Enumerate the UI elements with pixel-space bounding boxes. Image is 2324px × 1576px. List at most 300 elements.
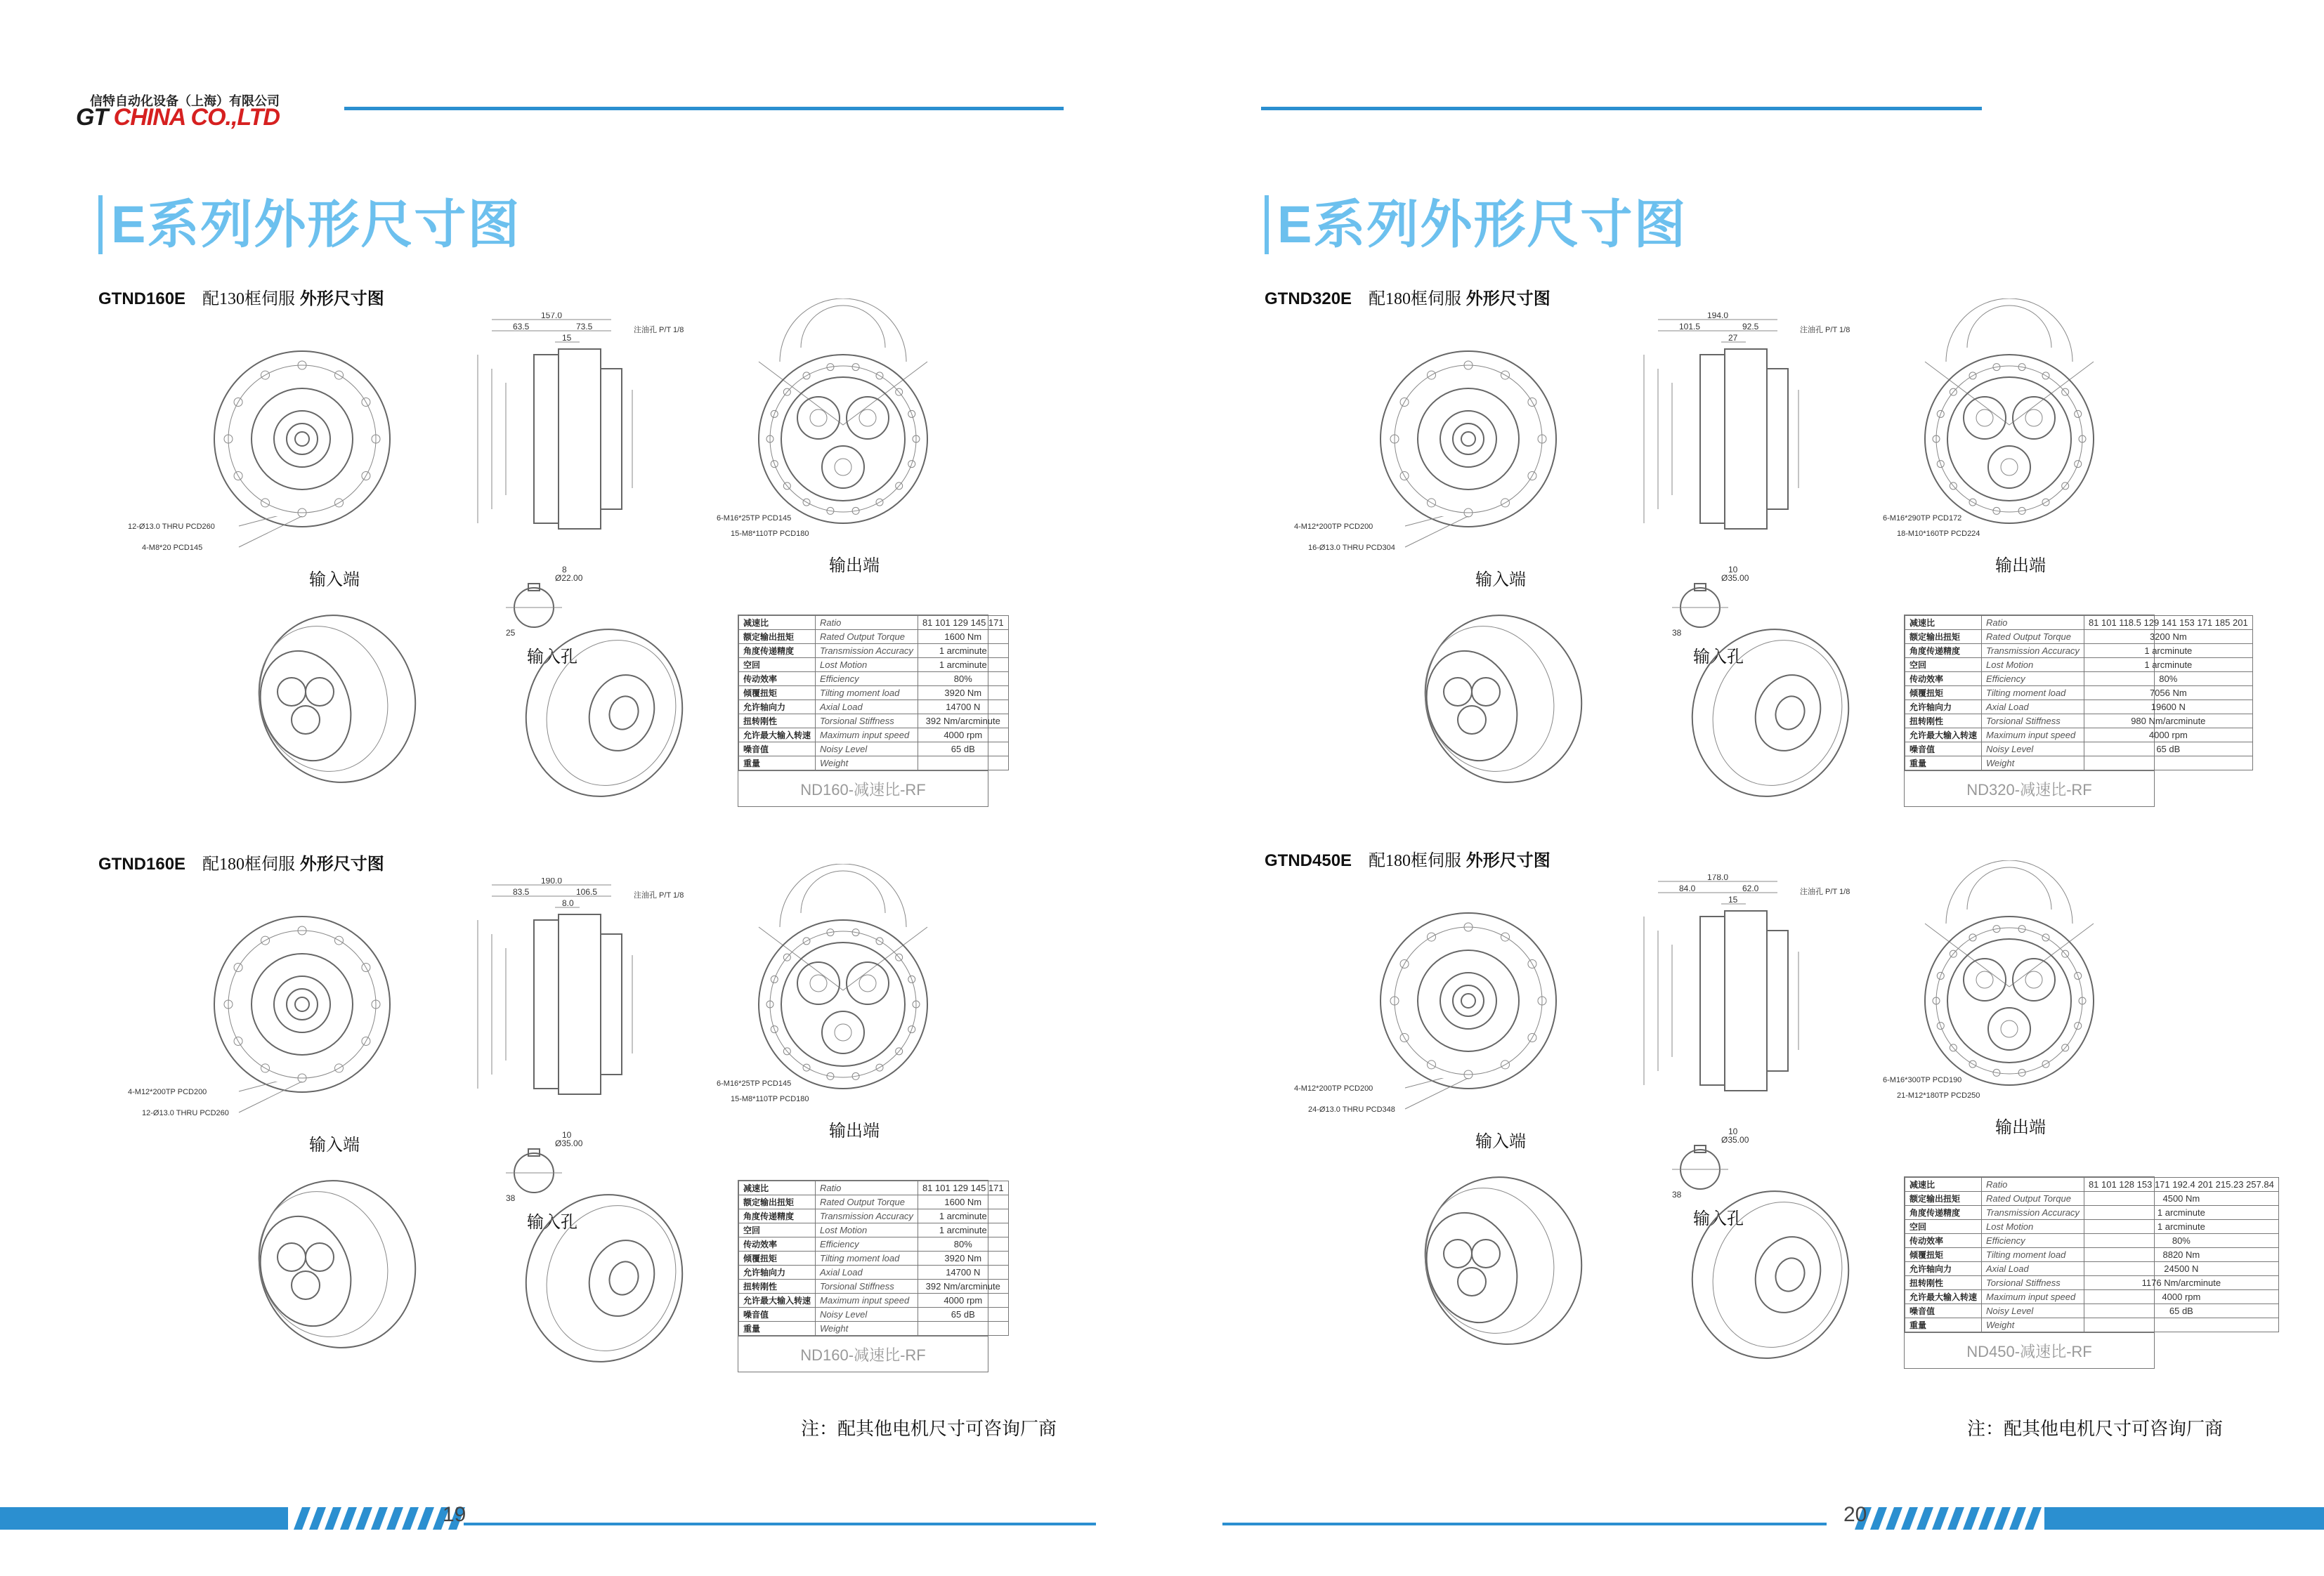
spec-value: 1 arcminute — [918, 644, 1008, 658]
spec-label-en: Noisy Level — [1982, 742, 2084, 756]
spec-label-cn: 倾覆扭矩 — [1905, 686, 1982, 700]
spec-value: 14700 N — [918, 1266, 1008, 1280]
footer-stripes-right — [1222, 1502, 2324, 1530]
spec-label-en: Tilting moment load — [1982, 686, 2084, 700]
spec-row — [739, 616, 1009, 630]
page-title-left: E系列外形尺寸图 — [98, 195, 521, 254]
spec-label-cn: 传动效率 — [739, 672, 816, 686]
spec-label-cn: 减速比 — [1905, 1178, 1982, 1192]
spec-label-cn: 重量 — [739, 756, 816, 770]
input-hole-label: 输入孔 — [527, 1214, 577, 1232]
header-rule-right — [1261, 107, 1982, 110]
side-view-drawing — [464, 878, 646, 1117]
spec-label-en: Tilting moment load — [816, 686, 918, 700]
input-end-label: 输入端 — [309, 1136, 360, 1155]
spec-row — [1905, 756, 2253, 770]
svg-text:63.5: 63.5 — [513, 322, 530, 331]
spec-value: 1 arcminute — [918, 1209, 1008, 1223]
footer-stripe — [309, 1507, 326, 1530]
svg-text:25: 25 — [506, 628, 516, 638]
leader-text-3: 6-M16*290TP PCD172 — [1883, 514, 1962, 523]
front-view-leaders — [1293, 1078, 1574, 1127]
spec-row — [739, 644, 1009, 658]
svg-text:Ø35.00: Ø35.00 — [1721, 1135, 1749, 1145]
spec-value: 3200 Nm — [2084, 630, 2252, 644]
spec-label-en: Lost Motion — [816, 1223, 918, 1237]
spec-rows — [738, 1181, 1009, 1336]
motor-frame: 配180框伺服 — [1369, 852, 1462, 870]
spec-row — [739, 658, 1009, 672]
footer-stripe — [355, 1507, 372, 1530]
front-view-drawing — [1377, 910, 1560, 1092]
svg-text:83.5: 83.5 — [513, 887, 530, 897]
input-end-label: 输入端 — [1475, 1133, 1526, 1151]
footer-stripe — [1870, 1507, 1887, 1530]
iso-view-input — [1405, 1155, 1602, 1352]
front-view-drawing — [211, 913, 393, 1096]
output-end-label: 输出端 — [829, 557, 880, 575]
drawing-section — [1265, 284, 2248, 818]
spec-label-cn: 扭转刚性 — [1905, 1276, 1982, 1290]
spec-row — [739, 1181, 1009, 1195]
spec-value: 1 arcminute — [2084, 1206, 2278, 1220]
svg-text:27: 27 — [1728, 333, 1738, 343]
spec-value: 4000 rpm — [918, 728, 1008, 742]
footer-stripe — [325, 1507, 341, 1530]
spec-label-cn: 重量 — [1905, 1318, 1982, 1332]
spec-label-en: Maximum input speed — [816, 728, 918, 742]
side-view-drawing — [1630, 313, 1813, 551]
spec-row — [1905, 1234, 2279, 1248]
spec-label-cn: 额定输出扭矩 — [1905, 1192, 1982, 1206]
spec-label-en: Weight — [816, 756, 918, 770]
front-view-leaders — [126, 516, 407, 565]
spec-label-en: Ratio — [1982, 1178, 2084, 1192]
spec-label-cn: 允许轴向力 — [1905, 700, 1982, 714]
spec-rows — [738, 615, 1009, 770]
svg-text:10: 10 — [1728, 1127, 1738, 1136]
model-name: GTND160E — [98, 855, 186, 874]
spec-label-en: Axial Load — [1982, 1262, 2084, 1276]
spec-footer: ND160-减速比-RF — [738, 770, 988, 806]
spec-label-cn: 空回 — [739, 1223, 816, 1237]
side-view-annot — [632, 885, 731, 906]
front-view-leaders — [1293, 516, 1574, 565]
svg-text:15: 15 — [562, 333, 572, 343]
spec-value: 3920 Nm — [918, 686, 1008, 700]
footer-stripes-left — [0, 1502, 1096, 1530]
spec-value: 980 Nm/arcminute — [2084, 714, 2252, 728]
svg-text:73.5: 73.5 — [576, 322, 593, 331]
model-name: GTND160E — [98, 289, 186, 308]
footer-stripe — [402, 1507, 419, 1530]
input-hole-label: 输入孔 — [1693, 1210, 1744, 1228]
side-view-annot — [632, 320, 731, 341]
iso-view-output — [1658, 622, 1855, 804]
spec-row — [1905, 1178, 2279, 1192]
spec-row — [739, 672, 1009, 686]
spec-label-cn: 扭转刚性 — [1905, 714, 1982, 728]
iso-view-output — [492, 1187, 688, 1370]
spec-label-cn: 允许轴向力 — [739, 700, 816, 714]
output-view-drawing — [1904, 298, 2115, 537]
spec-label-cn: 倾覆扭矩 — [739, 1252, 816, 1266]
spec-label-cn: 重量 — [739, 1322, 816, 1336]
spec-value: 65 dB — [918, 1308, 1008, 1322]
footer-stripe — [2009, 1507, 2026, 1530]
spec-label-cn: 传动效率 — [1905, 672, 1982, 686]
model-name: GTND320E — [1265, 289, 1352, 308]
leader-text-3: 6-M16*25TP PCD145 — [717, 1079, 792, 1088]
spec-label-cn: 角度传递精度 — [1905, 1206, 1982, 1220]
logo-text — [76, 104, 280, 131]
spec-value: 19600 N — [2084, 700, 2252, 714]
spec-label-en: Weight — [1982, 756, 2084, 770]
spec-row — [1905, 1206, 2279, 1220]
side-view-annot — [1799, 881, 1897, 902]
spec-label-en: Efficiency — [1982, 672, 2084, 686]
spec-row — [739, 1209, 1009, 1223]
output-view-drawing — [738, 864, 948, 1103]
side-view-drawing — [1630, 874, 1813, 1113]
spec-row — [739, 1294, 1009, 1308]
leader-text-2: 4-M8*20 PCD145 — [142, 544, 203, 552]
spec-row — [1905, 1248, 2279, 1262]
spec-label-en: Efficiency — [1982, 1234, 2084, 1248]
spec-label-en: Maximum input speed — [1982, 1290, 2084, 1304]
spec-label-cn: 传动效率 — [1905, 1234, 1982, 1248]
spec-table — [738, 615, 1004, 807]
model-name: GTND450E — [1265, 851, 1352, 870]
page-title-right: E系列外形尺寸图 — [1265, 195, 1687, 254]
spec-value: 1176 Nm/arcminute — [2084, 1276, 2278, 1290]
spec-row — [1905, 672, 2253, 686]
spec-label-cn: 空回 — [1905, 658, 1982, 672]
footer-stripe — [1994, 1507, 2011, 1530]
iso-view-input — [239, 593, 436, 790]
spec-value: 14700 N — [918, 700, 1008, 714]
leader-text-4: 15-M8*110TP PCD180 — [731, 1095, 809, 1103]
spec-label-cn: 角度传递精度 — [739, 1209, 816, 1223]
spec-label-en: Lost Motion — [816, 658, 918, 672]
company-logo — [70, 91, 295, 133]
spec-value: 7056 Nm — [2084, 686, 2252, 700]
spec-row — [1905, 1318, 2279, 1332]
spec-row — [739, 1195, 1009, 1209]
spec-label-cn: 允许最大输入转速 — [1905, 728, 1982, 742]
footer-stripe — [294, 1507, 311, 1530]
spec-label-en: Axial Load — [816, 1266, 918, 1280]
spec-label-en: Torsional Stiffness — [816, 1280, 918, 1294]
spec-label-en: Tilting moment load — [816, 1252, 918, 1266]
spec-row — [739, 686, 1009, 700]
spec-row — [1905, 1192, 2279, 1206]
spec-value: 81 101 129 145 171 — [918, 616, 1008, 630]
output-end-label: 输出端 — [1995, 1119, 2046, 1137]
spec-value: 81 101 129 145 171 — [918, 1181, 1008, 1195]
drawing-section — [1265, 846, 2274, 1380]
motor-frame: 配130框伺服 — [202, 290, 296, 308]
front-view-drawing — [1377, 348, 1560, 530]
spec-label-en: Lost Motion — [1982, 658, 2084, 672]
page-number-left: 19 — [443, 1503, 466, 1526]
leader-text-1: 4-M12*200TP PCD200 — [128, 1088, 207, 1096]
input-end-label: 输入端 — [1475, 571, 1526, 589]
spec-label-cn: 额定输出扭矩 — [739, 1195, 816, 1209]
spec-row — [1905, 658, 2253, 672]
spec-row — [739, 1308, 1009, 1322]
footer-stripe — [1978, 1507, 1995, 1530]
leader-text-4: 18-M10*160TP PCD224 — [1897, 530, 1980, 538]
footer-stripe — [371, 1507, 388, 1530]
iso-view-output — [1658, 1183, 1855, 1366]
svg-text:178.0: 178.0 — [1707, 874, 1729, 882]
svg-text:62.0: 62.0 — [1742, 884, 1759, 893]
spec-label-cn: 倾覆扭矩 — [1905, 1248, 1982, 1262]
front-view-leaders — [126, 1082, 407, 1131]
oil-port-note: 注油孔 P/T 1/8 — [634, 326, 684, 334]
spec-value — [2084, 756, 2252, 770]
footnote-right: 注：配其他电机尺寸可咨询厂商 — [1967, 1419, 2224, 1439]
spec-value: 1 arcminute — [2084, 658, 2252, 672]
spec-label-cn: 减速比 — [739, 616, 816, 630]
leader-text-1: 4-M12*200TP PCD200 — [1294, 1084, 1373, 1093]
spec-label-cn: 空回 — [1905, 1220, 1982, 1234]
section-title — [1265, 284, 1551, 309]
drawing-section — [98, 850, 1004, 1384]
spec-label-en: Torsional Stiffness — [1982, 714, 2084, 728]
spec-value: 80% — [2084, 1234, 2278, 1248]
spec-row — [739, 1237, 1009, 1252]
spec-label-en: Axial Load — [1982, 700, 2084, 714]
spec-rows — [1905, 615, 2253, 770]
spec-value: 392 Nm/arcminute — [918, 714, 1008, 728]
spec-label-cn: 噪音值 — [739, 742, 816, 756]
svg-text:Ø22.00: Ø22.00 — [555, 573, 583, 583]
motor-frame: 配180框伺服 — [202, 855, 296, 874]
spec-row — [739, 1280, 1009, 1294]
spec-label-en: Tilting moment load — [1982, 1248, 2084, 1262]
input-hole-label: 输入孔 — [527, 648, 577, 666]
spec-value: 65 dB — [2084, 1304, 2278, 1318]
spec-value: 81 101 118.5 129 141 153 171 185 201 — [2084, 616, 2252, 630]
spec-label-cn: 噪音值 — [1905, 742, 1982, 756]
spec-value: 4000 rpm — [2084, 728, 2252, 742]
spec-row — [739, 1266, 1009, 1280]
footer-stripe — [386, 1507, 403, 1530]
spec-row — [739, 1252, 1009, 1266]
spec-row — [739, 1322, 1009, 1336]
svg-text:157.0: 157.0 — [541, 313, 563, 320]
footer-stripe — [1947, 1507, 1964, 1530]
spec-row — [1905, 686, 2253, 700]
iso-view-input — [1405, 593, 1602, 790]
spec-table — [1904, 1176, 2274, 1369]
output-view-drawing — [1904, 860, 2115, 1099]
svg-text:10: 10 — [1728, 565, 1738, 574]
iso-view-input — [239, 1159, 436, 1355]
leader-text-2: 16-Ø13.0 THRU PCD304 — [1308, 544, 1395, 552]
footer-stripe — [340, 1507, 357, 1530]
spec-label-cn: 允许轴向力 — [739, 1266, 816, 1280]
side-view-drawing — [464, 313, 646, 551]
spec-value: 1 arcminute — [2084, 1220, 2278, 1234]
spec-label-cn: 噪音值 — [739, 1308, 816, 1322]
spec-label-cn: 额定输出扭矩 — [739, 630, 816, 644]
spec-value: 4000 rpm — [918, 1294, 1008, 1308]
spec-value — [2084, 1318, 2278, 1332]
spec-label-en: Transmission Accuracy — [1982, 644, 2084, 658]
spec-value: 80% — [2084, 672, 2252, 686]
spec-label-en: Noisy Level — [816, 742, 918, 756]
logo-gt: GT — [76, 104, 108, 131]
svg-text:84.0: 84.0 — [1679, 884, 1696, 893]
spec-row — [1905, 1220, 2279, 1234]
spec-footer: ND450-减速比-RF — [1905, 1332, 2154, 1368]
svg-text:38: 38 — [1672, 628, 1682, 638]
spec-value: 65 dB — [918, 742, 1008, 756]
spec-label-cn: 减速比 — [739, 1181, 816, 1195]
svg-text:92.5: 92.5 — [1742, 322, 1759, 331]
header-rule-left — [344, 107, 1064, 110]
spec-value: 81 101 128 153 171 192.4 201 215.23 257.84 — [2084, 1178, 2278, 1192]
side-view-annot — [1799, 320, 1897, 341]
spec-label-en: Efficiency — [816, 672, 918, 686]
spec-value — [918, 756, 1008, 770]
svg-text:38: 38 — [506, 1193, 516, 1203]
oil-port-note: 注油孔 P/T 1/8 — [634, 891, 684, 900]
spec-footer: ND320-减速比-RF — [1905, 770, 2154, 806]
spec-label-en: Transmission Accuracy — [816, 644, 918, 658]
spec-label-cn: 角度传递精度 — [1905, 644, 1982, 658]
spec-row — [1905, 714, 2253, 728]
spec-row — [1905, 1290, 2279, 1304]
title-suffix: 外形尺寸图 — [1465, 289, 1551, 308]
spec-label-cn: 额定输出扭矩 — [1905, 630, 1982, 644]
svg-text:106.5: 106.5 — [576, 887, 598, 897]
svg-text:Ø35.00: Ø35.00 — [555, 1138, 583, 1148]
svg-text:8: 8 — [562, 565, 567, 574]
spec-value: 3920 Nm — [918, 1252, 1008, 1266]
section-title — [98, 284, 384, 309]
spec-footer: ND160-减速比-RF — [738, 1336, 988, 1372]
spec-row — [1905, 728, 2253, 742]
svg-text:15: 15 — [1728, 895, 1738, 905]
section-title — [98, 850, 384, 874]
svg-text:194.0: 194.0 — [1707, 313, 1729, 320]
spec-value: 4000 rpm — [2084, 1290, 2278, 1304]
spec-label-en: Rated Output Torque — [1982, 1192, 2084, 1206]
spec-row — [1905, 630, 2253, 644]
spec-value: 392 Nm/arcminute — [918, 1280, 1008, 1294]
output-end-label: 输出端 — [1995, 557, 2046, 575]
logo-rest: CHINA CO.,LTD — [113, 104, 280, 131]
spec-row — [739, 714, 1009, 728]
leader-text-3: 6-M16*300TP PCD190 — [1883, 1076, 1962, 1084]
spec-row — [1905, 1262, 2279, 1276]
leader-text-3: 6-M16*25TP PCD145 — [717, 514, 792, 523]
leader-text-4: 15-M8*110TP PCD180 — [731, 530, 809, 538]
spec-label-cn: 重量 — [1905, 756, 1982, 770]
spec-row — [1905, 700, 2253, 714]
spec-label-cn: 扭转刚性 — [739, 714, 816, 728]
footnote-left: 注：配其他电机尺寸可咨询厂商 — [801, 1419, 1057, 1439]
spec-value: 24500 N — [2084, 1262, 2278, 1276]
spec-label-en: Ratio — [816, 1181, 918, 1195]
spec-row — [1905, 742, 2253, 756]
spec-label-en: Rated Output Torque — [1982, 630, 2084, 644]
spec-label-en: Transmission Accuracy — [1982, 1206, 2084, 1220]
company-name-cn: 信特自动化设备（上海）有限公司 — [90, 94, 280, 108]
section-title — [1265, 846, 1551, 871]
spec-label-en: Ratio — [816, 616, 918, 630]
title-suffix: 外形尺寸图 — [299, 289, 384, 308]
spec-label-en: Lost Motion — [1982, 1220, 2084, 1234]
spec-value: 1 arcminute — [918, 658, 1008, 672]
spec-value: 1 arcminute — [918, 1223, 1008, 1237]
spec-label-en: Rated Output Torque — [816, 630, 918, 644]
spec-row — [1905, 644, 2253, 658]
spec-value: 4500 Nm — [2084, 1192, 2278, 1206]
spec-value: 1600 Nm — [918, 1195, 1008, 1209]
spec-label-en: Ratio — [1982, 616, 2084, 630]
spec-label-en: Noisy Level — [1982, 1304, 2084, 1318]
spec-label-cn: 允许最大输入转速 — [739, 728, 816, 742]
spec-label-en: Rated Output Torque — [816, 1195, 918, 1209]
spec-row — [1905, 1276, 2279, 1290]
spec-label-cn: 扭转刚性 — [739, 1280, 816, 1294]
spec-row — [739, 630, 1009, 644]
iso-view-output — [492, 622, 688, 804]
oil-port-note: 注油孔 P/T 1/8 — [1800, 326, 1850, 334]
motor-frame: 配180框伺服 — [1369, 290, 1462, 308]
output-view-drawing — [738, 298, 948, 537]
spec-label-en: Maximum input speed — [1982, 728, 2084, 742]
spec-row — [739, 742, 1009, 756]
spec-label-en: Noisy Level — [816, 1308, 918, 1322]
title-suffix: 外形尺寸图 — [299, 855, 384, 874]
spec-row — [739, 756, 1009, 770]
spec-value: 80% — [918, 1237, 1008, 1252]
spec-row — [739, 700, 1009, 714]
oil-port-note: 注油孔 P/T 1/8 — [1800, 888, 1850, 896]
footer-stripe — [417, 1507, 434, 1530]
spec-label-cn: 传动效率 — [739, 1237, 816, 1252]
spec-label-cn: 允许轴向力 — [1905, 1262, 1982, 1276]
footer-stripe — [1886, 1507, 1902, 1530]
footer-stripe — [1932, 1507, 1949, 1530]
leader-text-2: 12-Ø13.0 THRU PCD260 — [142, 1109, 229, 1117]
spec-label-cn: 空回 — [739, 658, 816, 672]
spec-label-en: Efficiency — [816, 1237, 918, 1252]
spec-label-cn: 倾覆扭矩 — [739, 686, 816, 700]
spec-table — [738, 1180, 1004, 1372]
spec-row — [1905, 616, 2253, 630]
leader-text-2: 24-Ø13.0 THRU PCD348 — [1308, 1105, 1395, 1114]
spec-value: 1600 Nm — [918, 630, 1008, 644]
page-number-right: 20 — [1843, 1503, 1867, 1526]
spec-label-en: Torsional Stiffness — [816, 714, 918, 728]
footer-stripe — [1963, 1507, 1980, 1530]
title-suffix: 外形尺寸图 — [1465, 851, 1551, 870]
spec-row — [1905, 1304, 2279, 1318]
leader-text-4: 21-M12*180TP PCD250 — [1897, 1091, 1980, 1100]
leader-text-1: 12-Ø13.0 THRU PCD260 — [128, 523, 215, 531]
svg-text:Ø35.00: Ø35.00 — [1721, 573, 1749, 583]
spec-row — [739, 1223, 1009, 1237]
footer-stripe — [1917, 1507, 1933, 1530]
spec-value — [918, 1322, 1008, 1336]
